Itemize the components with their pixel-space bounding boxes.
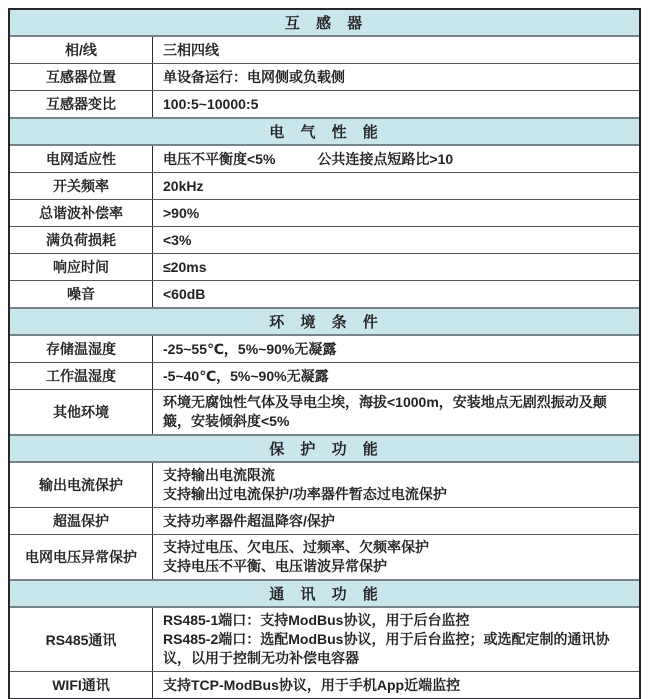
value-line: <3% bbox=[163, 231, 192, 248]
row-value bbox=[152, 363, 639, 389]
table-row bbox=[10, 63, 639, 90]
section-title: 互 感 器 bbox=[284, 15, 365, 32]
row-value bbox=[152, 608, 639, 671]
section-rows bbox=[10, 463, 639, 579]
row-value bbox=[152, 37, 639, 63]
section-title: 环 境 条 件 bbox=[269, 314, 380, 331]
table-row bbox=[10, 507, 639, 534]
value-line: 20kHz bbox=[163, 177, 204, 194]
table-row bbox=[10, 146, 639, 172]
table-row bbox=[10, 362, 639, 389]
table-section bbox=[10, 434, 639, 579]
row-value bbox=[152, 64, 639, 90]
row-value bbox=[152, 281, 639, 307]
value-line: 三相四线 bbox=[163, 41, 219, 58]
row-label: 其他环境 bbox=[53, 404, 109, 420]
row-label: 电网电压异常保护 bbox=[25, 549, 137, 565]
table-section bbox=[10, 10, 639, 117]
value-line: 支持输出电流限流 bbox=[163, 467, 275, 483]
row-label: 超温保护 bbox=[53, 513, 109, 529]
table-row bbox=[10, 608, 639, 671]
row-value bbox=[152, 91, 639, 117]
table-row bbox=[10, 253, 639, 280]
table-section bbox=[10, 307, 639, 434]
row-value bbox=[152, 336, 639, 362]
row-label: 互感器变比 bbox=[46, 96, 116, 112]
row-value bbox=[152, 227, 639, 253]
section-title: 电 气 性 能 bbox=[269, 124, 380, 141]
row-value bbox=[152, 173, 639, 199]
value-line: 环境无腐蚀性气体及导电尘埃，海拔<1000m，安装地点无剧烈振动及颠簸，安装倾斜度<5% bbox=[163, 394, 607, 429]
row-value bbox=[152, 463, 639, 507]
table-row bbox=[10, 336, 639, 362]
row-label: 总谐波补偿率 bbox=[39, 205, 123, 221]
table-row bbox=[10, 671, 639, 698]
value-line: 单设备运行：电网侧或负载侧 bbox=[163, 68, 345, 85]
section-title: 保 护 功 能 bbox=[269, 441, 380, 458]
row-label: RS485通讯 bbox=[45, 631, 117, 648]
row-label: 相/线 bbox=[65, 42, 97, 58]
value-line: >90% bbox=[163, 204, 200, 221]
table-row bbox=[10, 463, 639, 507]
row-value bbox=[152, 508, 639, 534]
value-line: 支持过电压、欠电压、过频率、欠频率保护 bbox=[163, 539, 429, 555]
section-rows bbox=[10, 608, 639, 698]
row-label: 响应时间 bbox=[53, 259, 109, 275]
row-label: 存储温湿度 bbox=[46, 341, 116, 357]
row-label: 电网适应性 bbox=[46, 151, 116, 167]
table-section bbox=[10, 579, 639, 698]
row-label: 满负荷损耗 bbox=[46, 232, 116, 248]
value-line: 支持电压不平衡、电压谐波异常保护 bbox=[163, 558, 387, 574]
value-line: <60dB bbox=[163, 285, 206, 302]
value-line: -25~55℃，5%~90%无凝露 bbox=[163, 340, 337, 357]
section-header bbox=[10, 117, 639, 146]
value-line: 支持功率器件超温降容/保护 bbox=[163, 512, 335, 529]
row-label: 工作温湿度 bbox=[46, 368, 116, 384]
section-header bbox=[10, 10, 639, 37]
value-line: 100:5~10000:5 bbox=[163, 95, 259, 112]
table-row bbox=[10, 280, 639, 307]
row-value bbox=[152, 254, 639, 280]
row-label: 开关频率 bbox=[53, 178, 109, 194]
value-line: 支持TCP-ModBus协议，用于手机App近端监控 bbox=[163, 676, 461, 693]
value-line: 电压不平衡度<5% 公共连接点短路比>10 bbox=[163, 150, 454, 167]
value-line: 支持输出过电流保护/功率器件暂态过电流保护 bbox=[163, 486, 447, 502]
value-line: ≤20ms bbox=[163, 258, 207, 275]
section-header bbox=[10, 579, 639, 608]
section-header bbox=[10, 434, 639, 463]
section-header bbox=[10, 307, 639, 336]
row-label: 输出电流保护 bbox=[39, 477, 123, 493]
value-line: RS485-1端口：支持ModBus协议，用于后台监控 bbox=[163, 612, 470, 628]
table-row bbox=[10, 199, 639, 226]
table-row bbox=[10, 37, 639, 63]
row-label: 噪音 bbox=[67, 286, 95, 302]
table-row bbox=[10, 226, 639, 253]
table-row bbox=[10, 534, 639, 579]
row-value bbox=[152, 200, 639, 226]
row-value bbox=[152, 146, 639, 172]
value-line: RS485-2端口：选配ModBus协议，用于后台监控；或选配定制的通讯协议，以用于控制无功补偿电容器 bbox=[163, 631, 610, 666]
row-value bbox=[152, 390, 639, 434]
section-rows bbox=[10, 146, 639, 307]
section-rows bbox=[10, 336, 639, 434]
table-row bbox=[10, 389, 639, 434]
table-section bbox=[10, 117, 639, 307]
section-rows bbox=[10, 37, 639, 117]
table-row bbox=[10, 90, 639, 117]
table-row bbox=[10, 172, 639, 199]
row-label: WIFI通讯 bbox=[52, 677, 110, 693]
row-value bbox=[152, 535, 639, 579]
section-title: 通 讯 功 能 bbox=[269, 586, 380, 603]
spec-table bbox=[8, 8, 641, 699]
value-line: -5~40℃，5%~90%无凝露 bbox=[163, 367, 329, 384]
row-label: 互感器位置 bbox=[46, 69, 116, 85]
row-value bbox=[152, 672, 639, 698]
